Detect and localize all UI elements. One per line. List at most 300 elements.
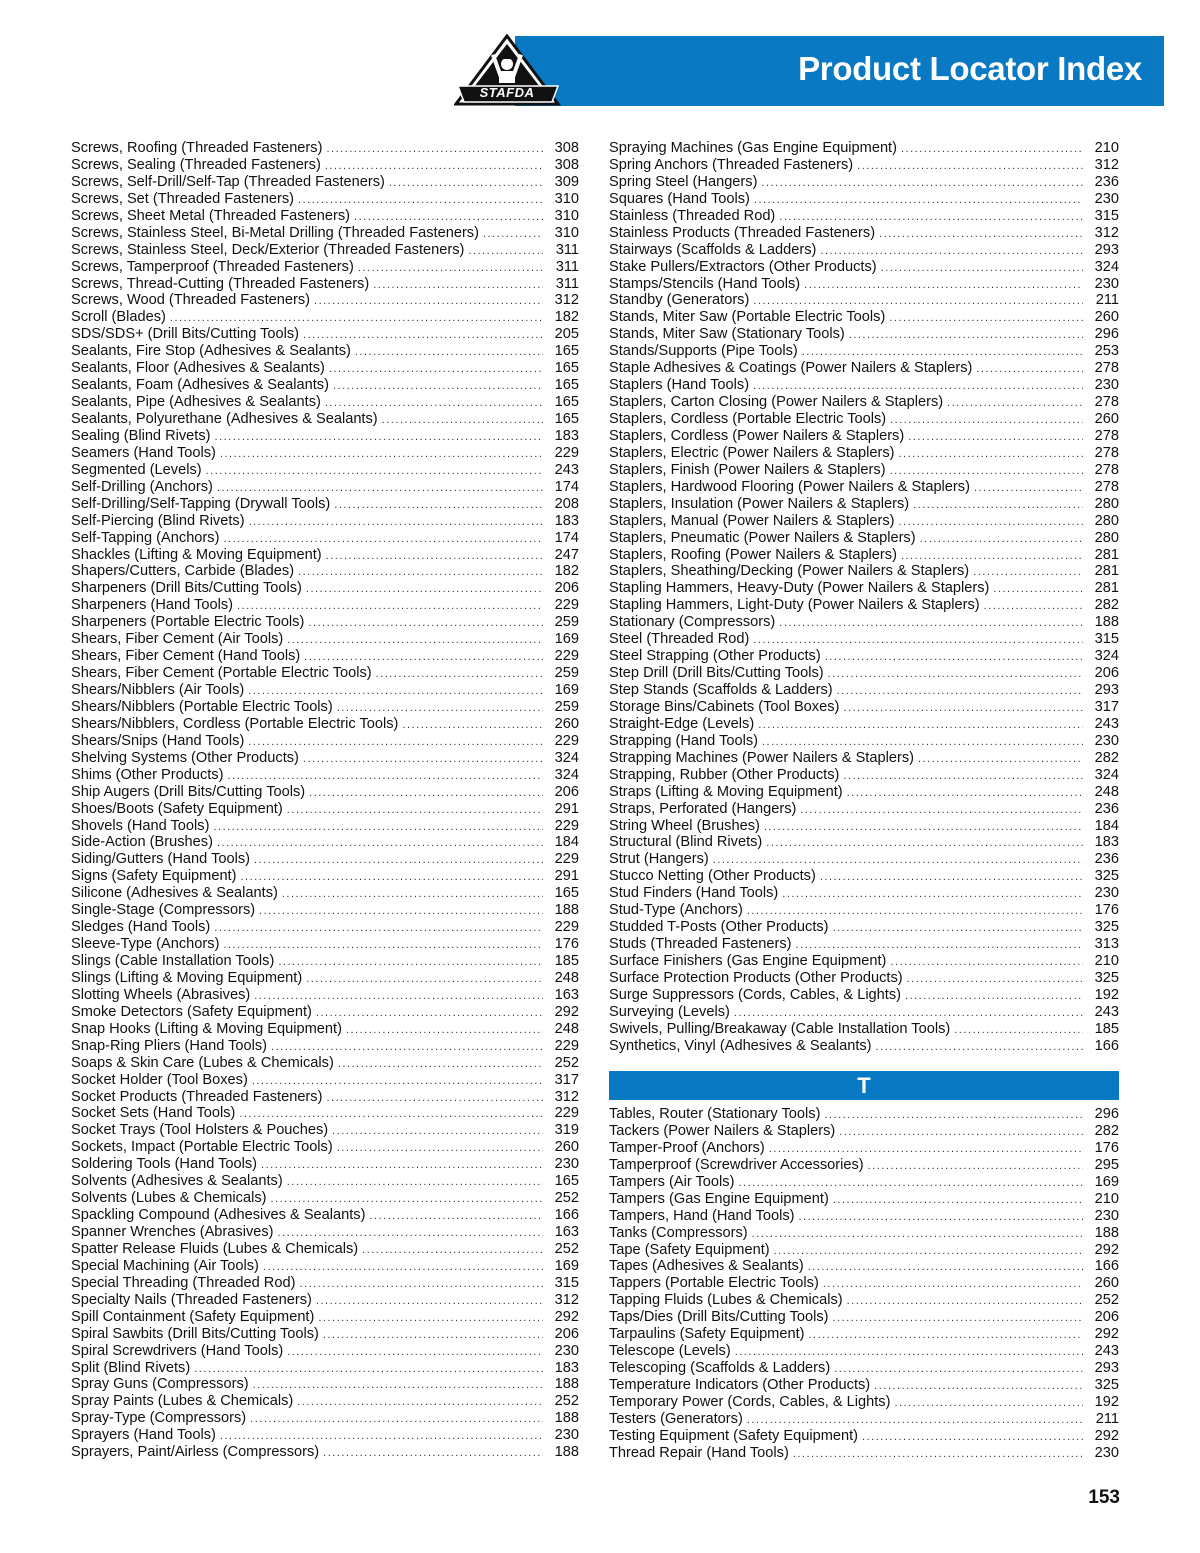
dot-leader bbox=[194, 1361, 543, 1378]
dot-leader bbox=[316, 1293, 543, 1310]
dot-leader bbox=[253, 1377, 543, 1394]
entry-label: Strut (Hangers) bbox=[609, 851, 709, 868]
entry-page-number: 296 bbox=[1094, 326, 1119, 343]
entry-label: Sharpeners (Portable Electric Tools) bbox=[71, 614, 305, 631]
entry-label: Tappers (Portable Electric Tools) bbox=[609, 1275, 819, 1292]
index-entry bbox=[609, 631, 1119, 648]
entry-page-number: 278 bbox=[1094, 360, 1119, 377]
index-entry bbox=[71, 1309, 579, 1326]
dot-leader bbox=[287, 632, 543, 649]
index-entry bbox=[609, 614, 1119, 631]
entry-page-number: 205 bbox=[554, 326, 579, 343]
entry-page-number: 296 bbox=[1094, 1106, 1119, 1122]
entry-page-number: 166 bbox=[1094, 1258, 1119, 1275]
entry-label: Stainless (Threaded Rod) bbox=[609, 207, 776, 224]
dot-leader bbox=[898, 446, 1083, 463]
dot-leader bbox=[747, 903, 1083, 920]
entry-page-number: 293 bbox=[1094, 1360, 1119, 1377]
index-entry bbox=[71, 970, 579, 987]
index-entry bbox=[71, 767, 579, 784]
dot-leader bbox=[828, 666, 1083, 683]
entry-label: Staplers, Carton Closing (Power Nailers & Staplers) bbox=[609, 394, 944, 411]
entry-label: Shears, Fiber Cement (Portable Electric Tools) bbox=[71, 665, 372, 682]
index-entry bbox=[71, 1072, 579, 1089]
entry-page-number: 292 bbox=[554, 1003, 579, 1020]
dot-leader bbox=[798, 1209, 1083, 1226]
entry-page-number: 206 bbox=[554, 580, 579, 597]
entry-label: Sealants, Fire Stop (Adhesives & Sealants) bbox=[71, 343, 351, 360]
index-column-right bbox=[609, 140, 1119, 1055]
entry-page-number: 278 bbox=[1094, 478, 1119, 495]
entry-page-number: 236 bbox=[1094, 173, 1119, 190]
entry-page-number: 236 bbox=[1094, 851, 1119, 868]
entry-page-number: 308 bbox=[554, 156, 579, 173]
entry-label: String Wheel (Brushes) bbox=[609, 817, 760, 834]
entry-label: Shelving Systems (Other Products) bbox=[71, 749, 299, 766]
entry-page-number: 230 bbox=[1094, 1444, 1119, 1461]
index-entry bbox=[609, 818, 1119, 835]
dot-leader bbox=[881, 260, 1083, 277]
index-entry bbox=[71, 885, 579, 902]
dot-leader bbox=[857, 158, 1083, 175]
entry-label: Tampers (Air Tools) bbox=[609, 1173, 735, 1190]
page-number: 153 bbox=[1088, 1487, 1120, 1508]
index-entry bbox=[71, 1360, 579, 1377]
entry-page-number: 260 bbox=[1094, 1275, 1119, 1292]
entry-label: Spiral Screwdrivers (Hand Tools) bbox=[71, 1342, 284, 1359]
entry-label: Staplers, Insulation (Power Nailers & Staplers) bbox=[609, 495, 910, 512]
entry-label: Testing Equipment (Safety Equipment) bbox=[609, 1427, 859, 1444]
dot-leader bbox=[825, 649, 1083, 666]
entry-page-number: 229 bbox=[554, 1105, 579, 1122]
entry-page-number: 229 bbox=[554, 919, 579, 936]
index-entry bbox=[71, 292, 579, 309]
index-entry bbox=[71, 953, 579, 970]
entry-page-number: 292 bbox=[1094, 1326, 1119, 1343]
entry-page-number: 243 bbox=[1094, 1343, 1119, 1360]
entry-page-number: 282 bbox=[1094, 1122, 1119, 1139]
index-entry bbox=[609, 276, 1119, 293]
dot-leader bbox=[337, 1140, 543, 1157]
dot-leader bbox=[779, 209, 1083, 226]
index-entry bbox=[609, 1106, 1119, 1123]
entry-label: Stud-Type (Anchors) bbox=[609, 902, 743, 919]
index-entry bbox=[609, 428, 1119, 445]
dot-leader bbox=[306, 581, 543, 598]
entry-page-number: 259 bbox=[554, 698, 579, 715]
entry-label: Structural (Blind Rivets) bbox=[609, 834, 763, 851]
index-entry bbox=[609, 1275, 1119, 1292]
dot-leader bbox=[879, 226, 1083, 243]
entry-page-number: 291 bbox=[554, 868, 579, 885]
dot-leader bbox=[376, 666, 543, 683]
dot-leader bbox=[734, 1005, 1083, 1022]
dot-leader bbox=[976, 361, 1083, 378]
entry-label: Sharpeners (Drill Bits/Cutting Tools) bbox=[71, 580, 302, 597]
entry-label: Signs (Safety Equipment) bbox=[71, 868, 237, 885]
entry-page-number: 229 bbox=[554, 817, 579, 834]
index-entry bbox=[609, 597, 1119, 614]
entry-label: Shapers/Cutters, Carbide (Blades) bbox=[71, 563, 295, 580]
index-entry bbox=[71, 733, 579, 750]
entry-label: Telescoping (Scaffolds & Ladders) bbox=[609, 1360, 831, 1377]
dot-leader bbox=[237, 598, 543, 615]
entry-page-number: 185 bbox=[554, 953, 579, 969]
entry-label: Shackles (Lifting & Moving Equipment) bbox=[71, 546, 322, 563]
dot-leader bbox=[890, 463, 1083, 480]
entry-label: Tackers (Power Nailers & Staplers) bbox=[609, 1122, 836, 1139]
entry-page-number: 292 bbox=[1094, 1241, 1119, 1258]
dot-leader bbox=[837, 683, 1083, 700]
entry-label: Sharpeners (Hand Tools) bbox=[71, 597, 233, 614]
entry-page-number: 324 bbox=[554, 766, 579, 783]
entry-label: Stamps/Stencils (Hand Tools) bbox=[609, 275, 801, 292]
entry-label: Tamperproof (Screwdriver Accessories) bbox=[609, 1156, 864, 1173]
entry-label: Studs (Threaded Fasteners) bbox=[609, 936, 792, 953]
index-entry bbox=[609, 767, 1119, 784]
index-entry bbox=[71, 174, 579, 191]
entry-label: Squares (Hand Tools) bbox=[609, 190, 750, 207]
dot-leader bbox=[901, 141, 1083, 158]
entry-label: Shovels (Hand Tools) bbox=[71, 817, 210, 834]
dot-leader bbox=[287, 1174, 543, 1191]
dot-leader bbox=[862, 1429, 1083, 1446]
dot-leader bbox=[800, 802, 1083, 819]
index-entry bbox=[609, 1021, 1119, 1038]
entry-label: Soaps & Skin Care (Lubes & Chemicals) bbox=[71, 1054, 334, 1071]
entry-page-number: 309 bbox=[554, 173, 579, 190]
entry-label: Tamper-Proof (Anchors) bbox=[609, 1139, 765, 1156]
entry-label: Surveying (Levels) bbox=[609, 1003, 730, 1020]
dot-leader bbox=[254, 988, 543, 1005]
index-entry bbox=[71, 259, 579, 276]
dot-leader bbox=[468, 243, 543, 260]
index-entry bbox=[71, 834, 579, 851]
index-entry bbox=[609, 784, 1119, 801]
entry-label: Telescope (Levels) bbox=[609, 1343, 731, 1360]
entry-page-number: 169 bbox=[1094, 1173, 1119, 1190]
entry-label: Screws, Set (Threaded Fasteners) bbox=[71, 190, 295, 207]
entry-page-number: 252 bbox=[554, 1054, 579, 1071]
index-entry bbox=[71, 276, 579, 293]
entry-label: Stainless Products (Threaded Fasteners) bbox=[609, 224, 876, 241]
dot-leader bbox=[373, 277, 543, 294]
index-entry bbox=[609, 1191, 1119, 1208]
index-entry bbox=[71, 1207, 579, 1224]
entry-label: Tape (Safety Equipment) bbox=[609, 1241, 770, 1258]
index-entry bbox=[71, 818, 579, 835]
dot-leader bbox=[170, 310, 543, 327]
entry-page-number: 229 bbox=[554, 851, 579, 868]
index-entry bbox=[71, 360, 579, 377]
index-entry bbox=[609, 936, 1119, 953]
dot-leader bbox=[793, 1446, 1083, 1463]
index-entry bbox=[609, 292, 1119, 309]
dot-leader bbox=[847, 785, 1083, 802]
dot-leader bbox=[802, 344, 1083, 361]
dot-leader bbox=[820, 243, 1083, 260]
dot-leader bbox=[223, 531, 543, 548]
entry-page-number: 174 bbox=[554, 529, 579, 546]
entry-label: Screws, Stainless Steel, Deck/Exterior (Threaded Fasteners) bbox=[71, 241, 465, 258]
index-entry bbox=[609, 496, 1119, 513]
dot-leader bbox=[325, 395, 543, 412]
entry-page-number: 324 bbox=[554, 749, 579, 766]
dot-leader bbox=[833, 1310, 1083, 1327]
index-entry bbox=[609, 1123, 1119, 1140]
entry-label: Single-Stage (Compressors) bbox=[71, 902, 256, 919]
index-entry bbox=[609, 462, 1119, 479]
index-entry bbox=[71, 411, 579, 428]
dot-leader bbox=[215, 429, 543, 446]
dot-leader bbox=[833, 1192, 1083, 1209]
entry-page-number: 192 bbox=[1094, 1393, 1119, 1410]
index-entry bbox=[71, 1224, 579, 1241]
entry-label: Specialty Nails (Threaded Fasteners) bbox=[71, 1291, 312, 1308]
index-entry bbox=[71, 580, 579, 597]
index-entry bbox=[71, 1021, 579, 1038]
dot-leader bbox=[217, 480, 543, 497]
entry-page-number: 169 bbox=[554, 1257, 579, 1274]
dot-leader bbox=[876, 1039, 1083, 1056]
dot-leader bbox=[913, 497, 1083, 514]
index-entry bbox=[71, 225, 579, 242]
entry-page-number: 315 bbox=[1094, 207, 1119, 224]
index-entry bbox=[71, 631, 579, 648]
dot-leader bbox=[774, 1243, 1083, 1260]
index-entry bbox=[609, 1377, 1119, 1394]
entry-page-number: 165 bbox=[554, 411, 579, 427]
entry-page-number: 210 bbox=[1094, 953, 1119, 969]
dot-leader bbox=[220, 446, 543, 463]
entry-page-number: 308 bbox=[554, 140, 579, 156]
index-entry bbox=[609, 834, 1119, 851]
entry-page-number: 206 bbox=[1094, 1309, 1119, 1326]
entry-label: Sealing (Blind Rivets) bbox=[71, 427, 211, 444]
entry-page-number: 312 bbox=[554, 292, 579, 309]
index-entry bbox=[71, 377, 579, 394]
entry-page-number: 188 bbox=[554, 902, 579, 919]
entry-label: Thread Repair (Hand Tools) bbox=[609, 1444, 789, 1461]
entry-page-number: 324 bbox=[1094, 648, 1119, 665]
entry-label: Sockets, Impact (Portable Electric Tools) bbox=[71, 1139, 333, 1156]
index-entry bbox=[609, 242, 1119, 259]
entry-page-number: 230 bbox=[1094, 885, 1119, 902]
entry-label: Spray-Type (Compressors) bbox=[71, 1410, 247, 1427]
index-entry bbox=[609, 326, 1119, 343]
entry-label: Tapping Fluids (Lubes & Chemicals) bbox=[609, 1292, 843, 1309]
entry-page-number: 248 bbox=[554, 1020, 579, 1037]
index-entry bbox=[609, 1428, 1119, 1445]
entry-page-number: 165 bbox=[554, 394, 579, 411]
entry-page-number: 166 bbox=[1094, 1037, 1119, 1054]
entry-label: Stands, Miter Saw (Portable Electric Tools) bbox=[609, 309, 886, 326]
index-entry bbox=[609, 851, 1119, 868]
entry-label: Sealants, Floor (Adhesives & Sealants) bbox=[71, 360, 325, 377]
dot-leader bbox=[259, 903, 543, 920]
entry-label: Screws, Tamperproof (Threaded Fasteners) bbox=[71, 258, 354, 275]
index-entry bbox=[71, 496, 579, 513]
dot-leader bbox=[389, 175, 543, 192]
index-entry bbox=[71, 1038, 579, 1055]
entry-label: Spring Anchors (Threaded Fasteners) bbox=[609, 156, 854, 173]
entry-page-number: 312 bbox=[1094, 156, 1119, 173]
entry-label: Temperature Indicators (Other Products) bbox=[609, 1377, 871, 1393]
entry-page-number: 295 bbox=[1094, 1156, 1119, 1173]
entry-page-number: 182 bbox=[554, 309, 579, 326]
index-entry bbox=[71, 1139, 579, 1156]
entry-label: Shims (Other Products) bbox=[71, 766, 224, 783]
header-band bbox=[515, 36, 1164, 106]
entry-label: Sealants, Polyurethane (Adhesives & Sealants) bbox=[71, 411, 378, 427]
index-entry bbox=[71, 919, 579, 936]
entry-page-number: 325 bbox=[1094, 969, 1119, 986]
entry-page-number: 312 bbox=[1094, 224, 1119, 241]
dot-leader bbox=[382, 412, 543, 429]
entry-label: Solvents (Lubes & Chemicals) bbox=[71, 1190, 267, 1207]
entry-page-number: 166 bbox=[554, 1207, 579, 1224]
entry-page-number: 292 bbox=[554, 1308, 579, 1325]
index-entry bbox=[71, 1376, 579, 1393]
dot-leader bbox=[346, 1022, 543, 1039]
dot-leader bbox=[270, 1191, 543, 1208]
entry-page-number: 165 bbox=[554, 343, 579, 360]
entry-page-number: 183 bbox=[1094, 834, 1119, 851]
dot-leader bbox=[754, 192, 1083, 209]
dot-leader bbox=[354, 209, 543, 226]
dot-leader bbox=[890, 412, 1083, 429]
entry-label: Slotting Wheels (Abrasives) bbox=[71, 986, 251, 1003]
entry-label: Sealants, Pipe (Adhesives & Sealants) bbox=[71, 394, 321, 411]
entry-label: Strapping, Rubber (Other Products) bbox=[609, 766, 840, 783]
entry-label: Swivels, Pulling/Breakaway (Cable Installation Tools) bbox=[609, 1020, 951, 1037]
entry-label: Spill Containment (Safety Equipment) bbox=[71, 1308, 315, 1325]
index-entry bbox=[609, 801, 1119, 818]
dot-leader bbox=[213, 819, 543, 836]
dot-leader bbox=[804, 277, 1083, 294]
index-entry bbox=[609, 885, 1119, 902]
entry-label: Slings (Lifting & Moving Equipment) bbox=[71, 969, 303, 986]
entry-label: Staple Adhesives & Coatings (Power Nailers & Staplers) bbox=[609, 360, 973, 377]
index-entry bbox=[609, 513, 1119, 530]
entry-page-number: 248 bbox=[554, 969, 579, 986]
dot-leader bbox=[240, 869, 543, 886]
entry-label: Strapping (Hand Tools) bbox=[609, 732, 758, 749]
entry-label: Socket Trays (Tool Holsters & Pouches) bbox=[71, 1122, 329, 1139]
entry-page-number: 176 bbox=[1094, 1139, 1119, 1156]
dot-leader bbox=[868, 1158, 1083, 1175]
index-entry bbox=[71, 140, 579, 157]
entry-page-number: 315 bbox=[554, 1274, 579, 1291]
entry-page-number: 206 bbox=[1094, 665, 1119, 682]
index-entry bbox=[71, 242, 579, 259]
index-entry bbox=[71, 513, 579, 530]
dot-leader bbox=[824, 1107, 1083, 1124]
index-entry bbox=[609, 1411, 1119, 1428]
index-entry bbox=[609, 1174, 1119, 1191]
index-entry bbox=[71, 191, 579, 208]
dot-leader bbox=[761, 175, 1083, 192]
entry-page-number: 163 bbox=[554, 986, 579, 1003]
dot-leader bbox=[261, 1157, 543, 1174]
dot-leader bbox=[362, 1242, 543, 1259]
entry-label: Shoes/Boots (Safety Equipment) bbox=[71, 800, 283, 817]
index-entry bbox=[71, 1292, 579, 1309]
dot-leader bbox=[874, 1378, 1083, 1395]
index-entry bbox=[609, 1326, 1119, 1343]
index-entry bbox=[609, 1360, 1119, 1377]
index-column-t bbox=[609, 1106, 1119, 1462]
entry-page-number: 253 bbox=[1094, 343, 1119, 360]
dot-leader bbox=[316, 1005, 543, 1022]
entry-page-number: 230 bbox=[1094, 732, 1119, 749]
index-entry bbox=[609, 1343, 1119, 1360]
entry-page-number: 252 bbox=[554, 1393, 579, 1410]
dot-leader bbox=[808, 1259, 1083, 1276]
index-entry bbox=[609, 174, 1119, 191]
entry-label: Stapling Hammers, Heavy-Duty (Power Nailers & Staplers) bbox=[609, 580, 990, 597]
entry-label: Strapping Machines (Power Nailers & Staplers) bbox=[609, 749, 914, 766]
entry-label: Step Drill (Drill Bits/Cutting Tools) bbox=[609, 665, 824, 682]
entry-page-number: 188 bbox=[1094, 1224, 1119, 1241]
index-entry bbox=[71, 1055, 579, 1072]
entry-page-number: 210 bbox=[1094, 140, 1119, 156]
index-entry bbox=[609, 1242, 1119, 1259]
dot-leader bbox=[303, 751, 543, 768]
entry-page-number: 325 bbox=[1094, 1377, 1119, 1393]
entry-label: Screws, Sealing (Threaded Fasteners) bbox=[71, 156, 321, 173]
entry-page-number: 325 bbox=[1094, 868, 1119, 885]
dot-leader bbox=[809, 1327, 1084, 1344]
entry-page-number: 188 bbox=[554, 1444, 579, 1461]
entry-label: Stapling Hammers, Light-Duty (Power Nailers & Staplers) bbox=[609, 597, 980, 614]
entry-label: Spanner Wrenches (Abrasives) bbox=[71, 1224, 274, 1240]
index-entry bbox=[71, 479, 579, 496]
index-entry bbox=[71, 801, 579, 818]
dot-leader bbox=[304, 649, 543, 666]
entry-page-number: 211 bbox=[1095, 1410, 1119, 1427]
dot-leader bbox=[820, 869, 1083, 886]
entry-page-number: 313 bbox=[1094, 936, 1119, 953]
dot-leader bbox=[326, 548, 543, 565]
index-entry bbox=[71, 597, 579, 614]
index-entry bbox=[71, 1190, 579, 1207]
index-entry bbox=[71, 1427, 579, 1444]
dot-leader bbox=[318, 1310, 543, 1327]
entry-page-number: 229 bbox=[554, 1037, 579, 1054]
entry-label: Tampers (Gas Engine Equipment) bbox=[609, 1190, 829, 1207]
index-entry bbox=[609, 445, 1119, 462]
page-title: Product Locator Index bbox=[798, 50, 1142, 87]
index-entry bbox=[609, 716, 1119, 733]
entry-label: Spray Paints (Lubes & Chemicals) bbox=[71, 1393, 294, 1410]
entry-label: Snap-Ring Pliers (Hand Tools) bbox=[71, 1037, 268, 1054]
entry-label: Surface Finishers (Gas Engine Equipment) bbox=[609, 953, 887, 969]
dot-leader bbox=[833, 920, 1083, 937]
dot-leader bbox=[738, 1175, 1083, 1192]
entry-label: Screws, Wood (Threaded Fasteners) bbox=[71, 292, 311, 309]
entry-page-number: 282 bbox=[1094, 749, 1119, 766]
index-entry bbox=[609, 1140, 1119, 1157]
entry-label: Shears, Fiber Cement (Air Tools) bbox=[71, 631, 284, 648]
entry-page-number: 188 bbox=[554, 1410, 579, 1427]
entry-label: Taps/Dies (Drill Bits/Cutting Tools) bbox=[609, 1309, 829, 1326]
dot-leader bbox=[753, 378, 1083, 395]
index-entry bbox=[609, 208, 1119, 225]
entry-label: Testers (Generators) bbox=[609, 1410, 743, 1427]
dot-leader bbox=[889, 310, 1083, 327]
dot-leader bbox=[908, 429, 1083, 446]
